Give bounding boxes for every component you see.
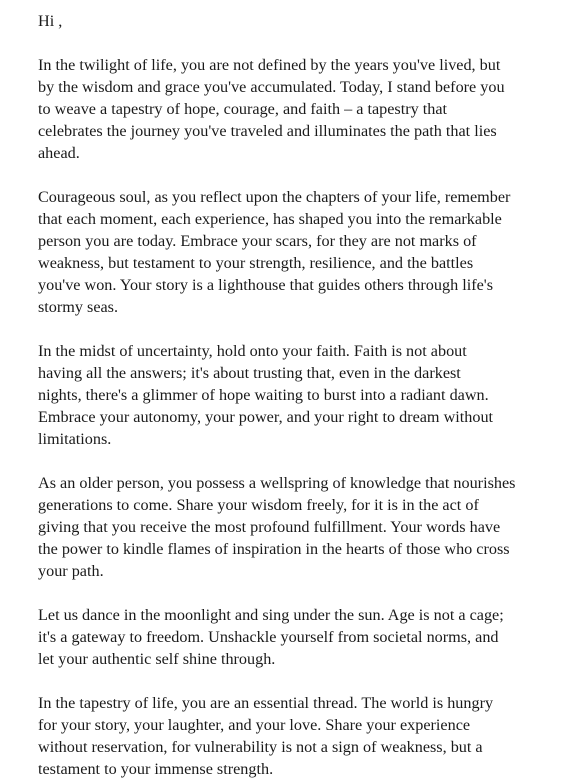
letter-paragraph: Courageous soul, as you reflect upon the chapters of your life, remember that each moment, each experience, has shaped you into the remarkable person you are today. Embrace your scars, for they are not marks of weakness, but testament to your strength, resilience, and the battles you've won. Your story is a lighthouse that guides others through life's stormy seas. (38, 188, 511, 316)
letter-paragraph: In the midst of uncertainty, hold onto your faith. Faith is not about having all the answers; it's about trusting that, even in the darkest nights, there's a glimmer of hope waiting to burst into a radiant dawn. Embrace your autonomy, your power, and your right to dream without limitations. (38, 342, 494, 448)
letter-paragraph: Let us dance in the moonlight and sing under the sun. Age is not a cage; it's a gateway to freedom. Unshackle yourself from societal norms, and let your authentic self shine through. (38, 606, 504, 668)
letter-paragraph: As an older person, you possess a wellspring of knowledge that nourishes generations to come. Share your wisdom freely, for it is in the act of giving that you receive the most profound fulfillment. Your words have the power to kindle flames of inspiration in the hearts of those who cross your path. (38, 474, 516, 580)
letter-greeting: Hi , (38, 12, 63, 30)
letter-paragraph: In the twilight of life, you are not defined by the years you've lived, but by the wisdom and grace you've accumulated. Today, I stand before you to weave a tapestry of hope, courage, and faith – a tapestry that celebrates the journey you've traveled and illuminates the path that lies ahead. (38, 56, 505, 162)
letter-paragraph: In the tapestry of life, you are an essential thread. The world is hungry for your story, your laughter, and your love. Share your experience without reservation, for vulnerability is not a sign of weakness, but a testament to your immense strength. (38, 694, 494, 778)
